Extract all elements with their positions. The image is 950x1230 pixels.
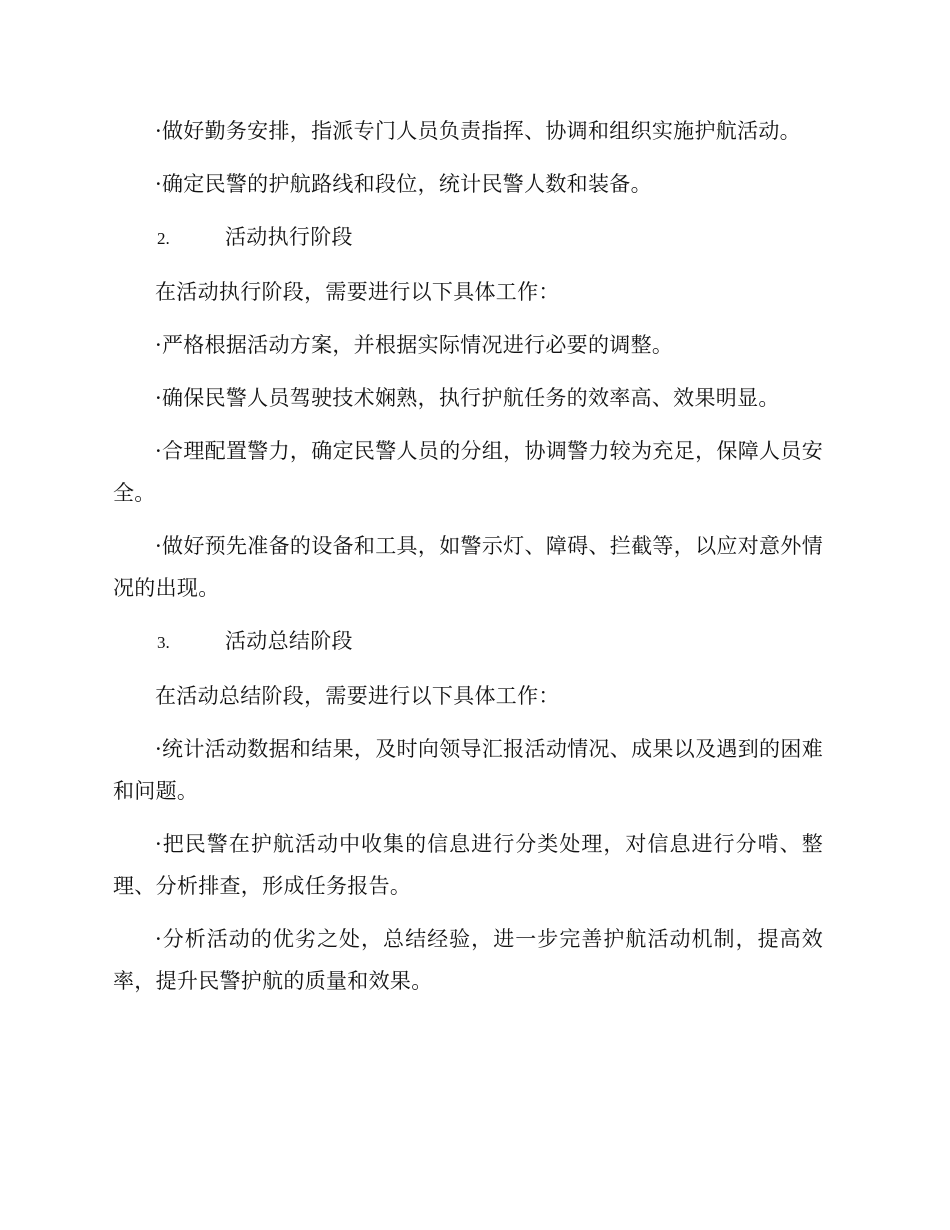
bullet-paragraph: ·统计活动数据和结果，及时向领导汇报活动情况、成果以及遇到的困难和问题。 bbox=[113, 737, 823, 803]
section-number: 2. bbox=[157, 229, 170, 248]
bullet-paragraph: ·确定民警的护航路线和段位，统计民警人数和装备。 bbox=[155, 172, 652, 196]
bullet-paragraph: ·确保民警人员驾驶技术娴熟，执行护航任务的效率高、效果明显。 bbox=[155, 386, 780, 410]
bullet-paragraph: ·分析活动的优劣之处，总结经验，进一步完善护航活动机制，提高效率，提升民警护航的质量和效果。 bbox=[113, 927, 823, 993]
bullet-paragraph: ·做好勤务安排，指派专门人员负责指挥、协调和组织实施护航活动。 bbox=[155, 119, 801, 143]
intro-paragraph: 在活动总结阶段，需要进行以下具体工作： bbox=[155, 684, 560, 708]
section-title: 活动执行阶段 bbox=[225, 225, 353, 249]
section-heading-2 bbox=[113, 216, 823, 260]
intro-paragraph: 在活动执行阶段，需要进行以下具体工作： bbox=[155, 280, 560, 304]
bullet-paragraph: ·把民警在护航活动中收集的信息进行分类处理，对信息进行分啃、整理、分析排查，形成任务报告。 bbox=[113, 832, 823, 898]
section-number: 3. bbox=[157, 633, 170, 652]
section-title: 活动总结阶段 bbox=[225, 629, 353, 653]
bullet-paragraph: ·合理配置警力，确定民警人员的分组，协调警力较为充足，保障人员安全。 bbox=[113, 439, 823, 505]
document-body bbox=[113, 110, 823, 1013]
bullet-paragraph: ·严格根据活动方案，并根据实际情况进行必要的调整。 bbox=[155, 333, 674, 357]
section-heading-3 bbox=[113, 620, 823, 664]
bullet-paragraph: ·做好预先准备的设备和工具，如警示灯、障碍、拦截等，以应对意外情况的出现。 bbox=[113, 534, 823, 600]
